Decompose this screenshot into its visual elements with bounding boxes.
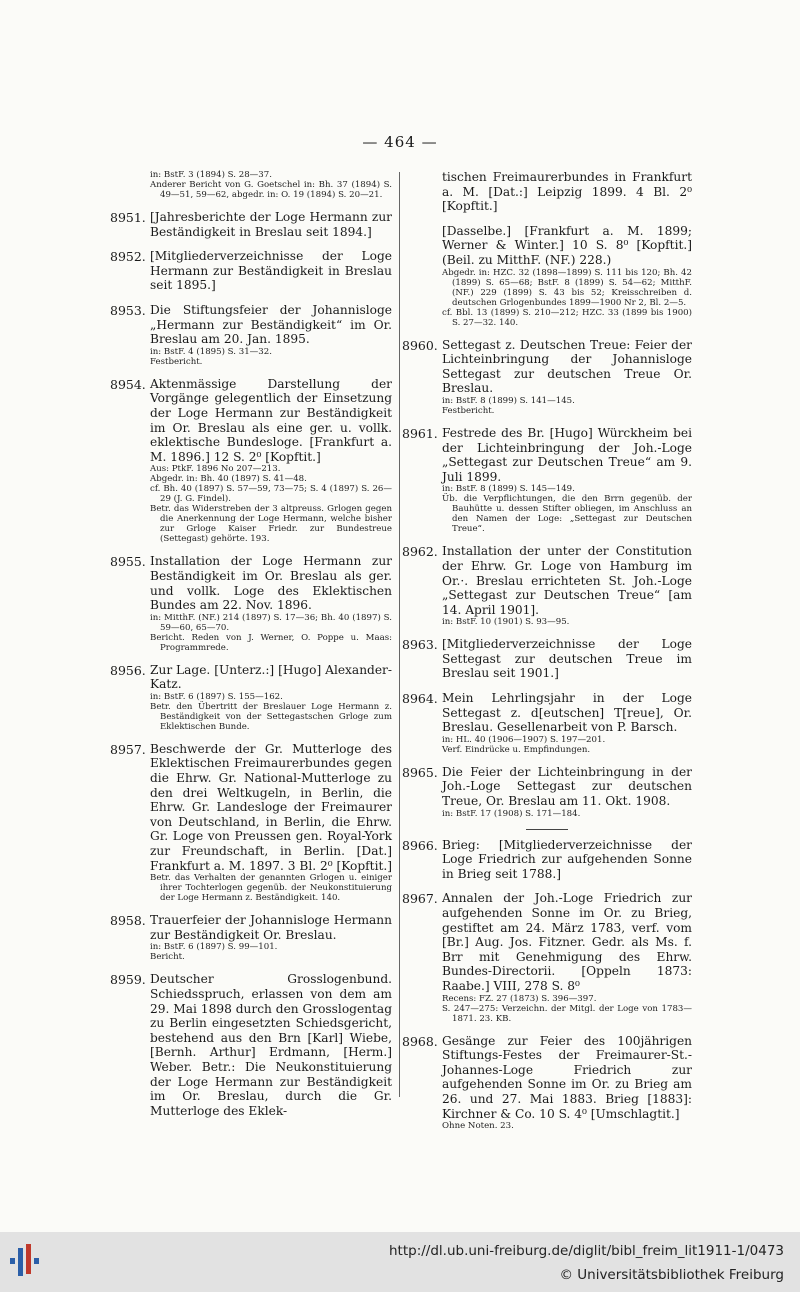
entry-note: in: HL. 40 (1906—1907) S. 197—201. xyxy=(442,734,606,745)
entry-text: Trauerfeier der Johannisloge Hermann zur Beständigkeit Or. Breslau. xyxy=(150,913,392,942)
bibliography-entry xyxy=(402,426,692,534)
entry-number: 8965. xyxy=(402,764,438,780)
entry-number: 8955. xyxy=(110,554,146,570)
bibliography-entry xyxy=(110,742,392,903)
right-column xyxy=(402,170,692,1141)
bibliography-entry xyxy=(402,637,692,681)
entry-text: Gesänge zur Feier des 100jährigen Stiftungs-Festes der Freimaurer-St.-Johannes-Loge Friedrich zur aufgehenden Sonne im Or. zu Brieg am 26. und 27. Mai 1883. Brieg [1883]: Kirchner & Co. 10 S. 4⁰ [Umschlagtit.] xyxy=(442,1033,692,1121)
bibliography-entry xyxy=(402,838,692,882)
entry-note: Aus: PtkF. 1896 No 207—213. xyxy=(150,464,281,475)
entry-note: in: BstF. 6 (1897) S. 99—101. xyxy=(150,942,278,953)
entry-note: Recens: FZ. 27 (1873) S. 396—397. xyxy=(442,993,597,1004)
entry-number: 8968. xyxy=(402,1033,438,1049)
entry-text: tischen Freimaurerbundes in Frankfurt a. M. [Dat.:] Leipzig 1899. 4 Bl. 2⁰ [Kopftit.] xyxy=(442,170,692,214)
entry-text: [Jahresberichte der Loge Hermann zur Beständigkeit in Breslau seit 1894.] xyxy=(150,210,392,239)
entry-note: in: BstF. 4 (1895) S. 31—32. xyxy=(150,346,272,357)
entry-text: Aktenmässige Darstellung der Vorgänge gelegentlich der Einsetzung der Loge Hermann zur Beständigkeit im Or. Breslau als eine ger. u. vollk. eklektische Bundesloge. [Frankfurt a. M. 1896.] 12 S. 2⁰ [Kopftit.] xyxy=(150,376,392,464)
entry-note: Betr. den Übertritt der Breslauer Loge Hermann z. Beständigkeit von der Settegastschen Grloge zum Eklektischen Bunde. xyxy=(150,701,392,732)
entry-text: [Dasselbe.] [Frankfurt a. M. 1899; Werner & Winter.] 10 S. 8⁰ [Kopftit.] (Beil. zu MitthF. (NF.) 228.) xyxy=(442,223,692,267)
entry-note: cf. Bh. 40 (1897) S. 57—59, 73—75; S. 4 (1897) S. 26—29 (J. G. Findel). xyxy=(150,484,392,505)
bibliography-entry xyxy=(402,691,692,755)
entry-note: Festbericht. xyxy=(150,356,203,367)
entry-note: Bericht. xyxy=(150,952,185,963)
entry-note: Abgedr. in: Bh. 40 (1897) S. 41—48. xyxy=(150,474,307,485)
entry-text: Installation der unter der Constitution der Ehrw. Gr. Loge von Hamburg im Or.·. Breslau errichteten St. Joh.-Loge „Settegast zur Deutschen Treue“ [am 14. April 1901]. xyxy=(442,544,692,617)
entry-note: in: BstF. 10 (1901) S. 93—95. xyxy=(442,617,570,628)
entry-note: Bericht. Reden von J. Werner, O. Poppe u. Maas: Programmrede. xyxy=(150,632,392,653)
entry-text: [Mitgliederverzeichnisse der Loge Settegast zur deutschen Treue im Breslau seit 1901.] xyxy=(442,637,692,681)
entry-text: Settegast z. Deutschen Treue: Feier der Lichteinbringung der Johannisloge Settegast zur deutschen Treue Or. Breslau. xyxy=(442,337,692,396)
entry-note: S. 247—275: Verzeichn. der Mitgl. der Loge von 1783—1871. 23. KB. xyxy=(442,1003,692,1024)
entry-note: Ohne Noten. 23. xyxy=(442,1121,514,1132)
entry-note: in: BstF. 6 (1897) S. 155—162. xyxy=(150,691,283,702)
entry-text: Die Feier der Lichteinbringung in der Joh.-Loge Settegast zur deutschen Treue, Or. Breslau am 11. Okt. 1908. xyxy=(442,764,692,809)
bibliography-entry xyxy=(402,224,692,328)
entry-number: 8957. xyxy=(110,741,146,757)
entry-number: 8960. xyxy=(402,337,438,353)
entry-number: 8953. xyxy=(110,302,146,318)
entry-number: 8956. xyxy=(110,662,146,678)
entry-note: Üb. die Verpflichtungen, die den Brrn gegenüb. der Bauhütte u. dessen Stifter obliegen, im Anschluss an den Namen der Loge: „Settegast zur Deutschen Treue“. xyxy=(442,494,692,535)
bibliography-entry xyxy=(110,972,392,1118)
entry-note: in: BstF. 3 (1894) S. 28—37. xyxy=(150,170,272,180)
entry-note: Anderer Bericht von G. Goetschel in: Bh. 37 (1894) S. 49—51, 59—62, abgedr. in: O. 19 (1894) S. 20—21. xyxy=(150,180,392,200)
entry-text: Brieg: [Mitgliederverzeichnisse der Loge Friedrich zur aufgehenden Sonne in Brieg seit 1788.] xyxy=(442,837,692,881)
bibliography-entry xyxy=(402,765,692,819)
document-url[interactable]: http://dl.ub.uni-freiburg.de/diglit/bibl_freim_lit1911-1/0473 xyxy=(388,1243,784,1259)
bibliography-entry xyxy=(110,377,392,545)
entry-text: Annalen der Joh.-Loge Friedrich zur aufgehenden Sonne im Or. zu Brieg, gestiftet am 24. März 1783, verf. vom [Br.] Aug. Jos. Fitzner. Gedr. als Ms. f. Brr mit Genehmigung des Ehrw. Bundes-Directorii. [Oppeln 1873: Raabe.] VIII, 278 S. 8⁰ xyxy=(442,891,692,993)
entry-note: Festbericht. xyxy=(442,405,495,416)
entry-text: Mein Lehrlingsjahr in der Loge Settegast z. d[eutschen] T[reue], Or. Breslau. Gesellenarbeit von P. Barsch. xyxy=(442,691,692,735)
entry-text: Beschwerde der Gr. Mutterloge des Eklektischen Freimaurerbundes gegen die Ehrw. Gr. National-Mutterloge zu den drei Weltkugeln, in Berlin, die Ehrw. Gr. Landesloge der Freimaurer von Deutschland, in Berlin, die Ehrw. Gr. Loge von Preussen gen. Royal-York zur Freundschaft, in Berlin. [Dat.] Frankfurt a. M. 1897. 3 Bl. 2⁰ [Kopftit.] xyxy=(150,741,392,873)
bibliography-entry xyxy=(402,891,692,1023)
entry-number: 8959. xyxy=(110,972,146,988)
entry-number: 8967. xyxy=(402,891,438,907)
bibliography-entry xyxy=(402,170,692,214)
bibliography-entry xyxy=(110,554,392,652)
bibliography-entry xyxy=(110,913,392,962)
entry-number: 8952. xyxy=(110,249,146,265)
entry-note: in: BstF. 17 (1908) S. 171—184. xyxy=(442,808,581,819)
entry-note: in: MitthF. (NF.) 214 (1897) S. 17—36; Bh. 40 (1897) S. 59—60, 65—70. xyxy=(150,612,392,633)
copyright-notice: © Universitätsbibliothek Freiburg xyxy=(559,1267,784,1283)
library-logo-icon xyxy=(8,1242,42,1280)
entry-number: 8962. xyxy=(402,544,438,560)
section-separator xyxy=(526,829,568,830)
left-column xyxy=(110,170,392,1128)
entry-text: Deutscher Grosslogenbund. Schiedsspruch, erlassen von dem am 29. Mai 1898 durch den Grosslogentag zu Berlin eingesetzten Schiedsgericht, bestehend aus den Brn [Karl] Wiebe, [Bernh. Arthur] Erdmann, [Herm.] Weber. Betr.: Die Neukonstituierung der Loge Hermann zur Beständigkeit im Or. Breslau, durch die Gr. Mutterloge des Eklek- xyxy=(150,972,392,1118)
entry-note: Betr. das Verhalten der genannten Grlogen u. einiger ihrer Tochterlogen gegenüb. der Neukonstituierung der Loge Hermann z. Beständigkeit. 140. xyxy=(150,873,392,904)
entry-number: 8964. xyxy=(402,691,438,707)
entry-text: Festrede des Br. [Hugo] Würckheim bei der Lichteinbringung der Joh.-Loge „Settegast zur Deutschen Treue“ am 9. Juli 1899. xyxy=(442,425,692,484)
entry-number: 8951. xyxy=(110,210,146,225)
entry-number: 8954. xyxy=(110,376,146,392)
entry-number: 8966. xyxy=(402,837,438,853)
entry-number: 8963. xyxy=(402,637,438,653)
entry-text: Die Stiftungsfeier der Johannisloge „Hermann zur Beständigkeit“ im Or. Breslau am 20. Jan. 1895. xyxy=(150,302,392,347)
entry-note: Betr. das Widerstreben der 3 altpreuss. Grlogen gegen die Anerkennung der Loge Hermann, welche bisher zur Grloge Kaiser Friedr. zur Bundestreue (Settegast) gehörte. 193. xyxy=(150,504,392,545)
bibliography-entry xyxy=(110,249,392,293)
bibliography-entry xyxy=(402,544,692,627)
entry-note: cf. Bbl. 13 (1899) S. 210—212; HZC. 33 (1899 bis 1900) S. 27—32. 140. xyxy=(442,307,692,328)
entry-number: 8958. xyxy=(110,913,146,929)
bibliography-entry xyxy=(110,303,392,367)
entry-note: in: BstF. 8 (1899) S. 141—145. xyxy=(442,395,575,406)
entry-number: 8961. xyxy=(402,425,438,441)
bibliography-entry xyxy=(110,210,392,239)
bibliography-entry xyxy=(402,338,692,416)
entry-note: Verf. Eindrücke u. Empfindungen. xyxy=(442,744,591,755)
entry-note: in: BstF. 8 (1899) S. 145—149. xyxy=(442,484,575,495)
entry-text: Zur Lage. [Unterz.:] [Hugo] Alexander-Katz. xyxy=(150,662,392,692)
entry-note: Abgedr. in: HZC. 32 (1898—1899) S. 111 bis 120; Bh. 42 (1899) S. 65—68; BstF. 8 (1899) S. 54—62; MitthF. (NF.) 229 (1899) S. 43 bis 52; Kreisschreiben d. deutschen Grlogenbundes 1899—1900 Nr 2, Bl. 2—5. xyxy=(442,267,692,308)
entry-text: [Mitgliederverzeichnisse der Loge Hermann zur Beständigkeit in Breslau seit 1895.] xyxy=(150,249,392,293)
column-divider xyxy=(399,172,400,1097)
bibliography-entry xyxy=(110,170,392,200)
entry-text: Installation der Loge Hermann zur Beständigkeit im Or. Breslau als ger. und vollk. Loge des Eklektischen Bundes am 22. Nov. 1896. xyxy=(150,554,392,613)
page-number: — 464 — xyxy=(362,133,438,151)
bibliography-entry xyxy=(110,663,392,732)
viewer-footer xyxy=(0,1232,800,1292)
bibliography-entry xyxy=(402,1034,692,1132)
